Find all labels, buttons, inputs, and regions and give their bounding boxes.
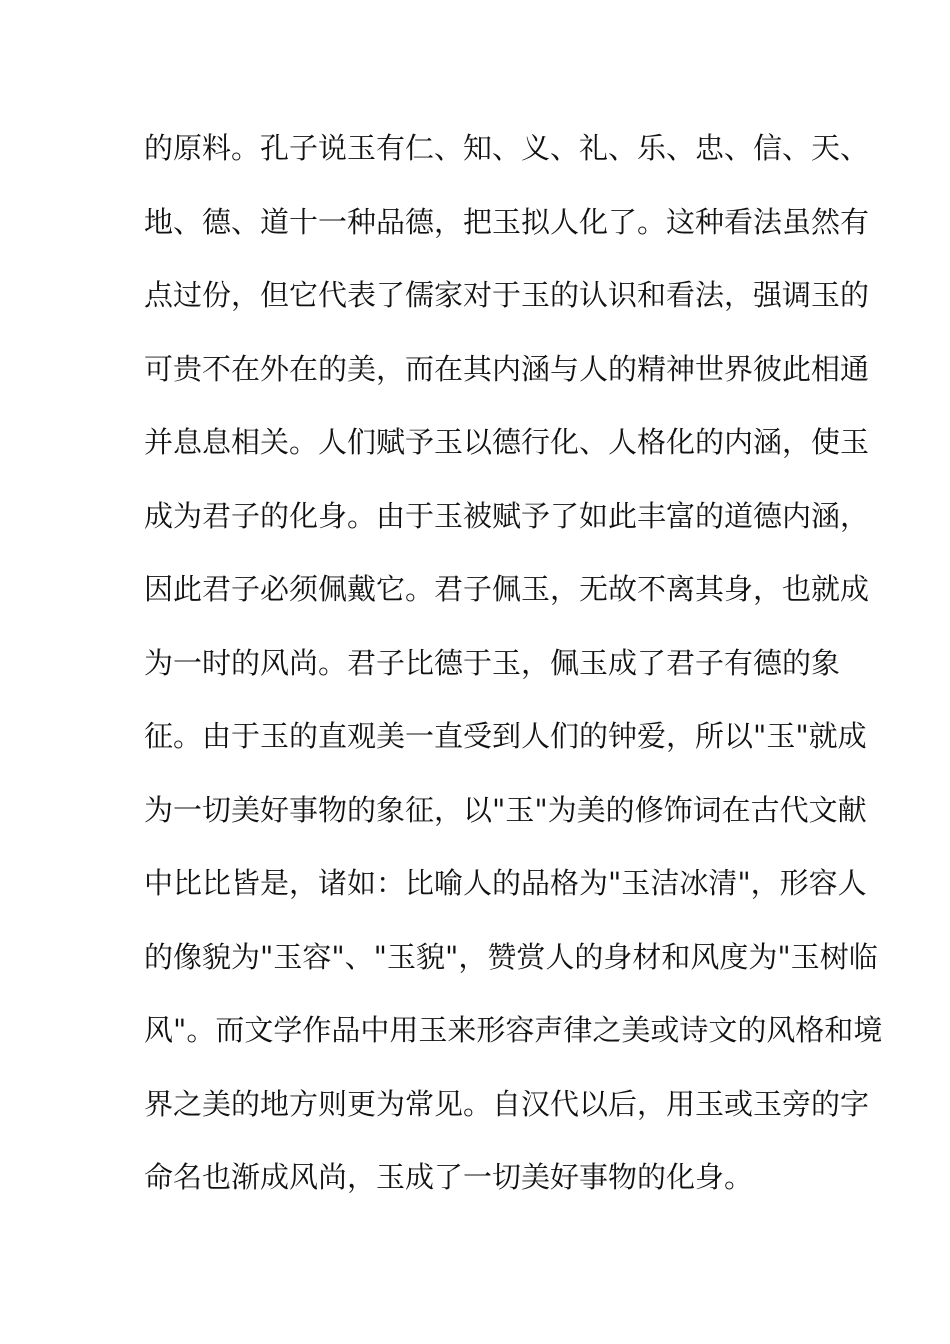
- text-line: 界之美的地方则更为常见。自汉代以后，用玉或玉旁的字: [144, 1086, 870, 1121]
- text-line: 成为君子的化身。由于玉被赋予了如此丰富的道德内涵，: [144, 498, 870, 533]
- text-line: 点过份，但它代表了儒家对于玉的认识和看法，强调玉的: [144, 278, 870, 312]
- text-line: 地、德、道十一种品德，把玉拟人化了。这种看法虽然有: [144, 204, 870, 239]
- text-line: 并息息相关。人们赋予玉以德行化、人格化的内涵，使玉: [144, 425, 870, 459]
- text-line: 可贵不在外在的美，而在其内涵与人的精神世界彼此相通: [144, 351, 870, 386]
- text-line: 的原料。孔子说玉有仁、知、义、礼、乐、忠、信、天、: [144, 131, 870, 165]
- text-line: 为一切美好事物的象征，以"玉"为美的修饰词在古代文献: [144, 792, 867, 827]
- text-line: 为一时的风尚。君子比德于玉，佩玉成了君子有德的象: [144, 645, 841, 680]
- text-line: 风"。而文学作品中用玉来形容声律之美或诗文的风格和境: [144, 1013, 883, 1047]
- text-line: 因此君子必须佩戴它。君子佩玉，无故不离其身，也就成: [144, 572, 870, 606]
- text-line: 中比比皆是，诸如：比喻人的品格为"玉洁冰清"，形容人: [144, 866, 867, 900]
- text-line: 征。由于玉的直观美一直受到人们的钟爱，所以"玉"就成: [144, 719, 867, 753]
- text-line-last: 命名也渐成风尚，玉成了一切美好事物的化身。: [144, 1160, 754, 1194]
- body-paragraph: [144, 120, 883, 1223]
- text-line: 的像貌为"玉容"、"玉貌"，赞赏人的身材和风度为"玉树临: [144, 939, 878, 974]
